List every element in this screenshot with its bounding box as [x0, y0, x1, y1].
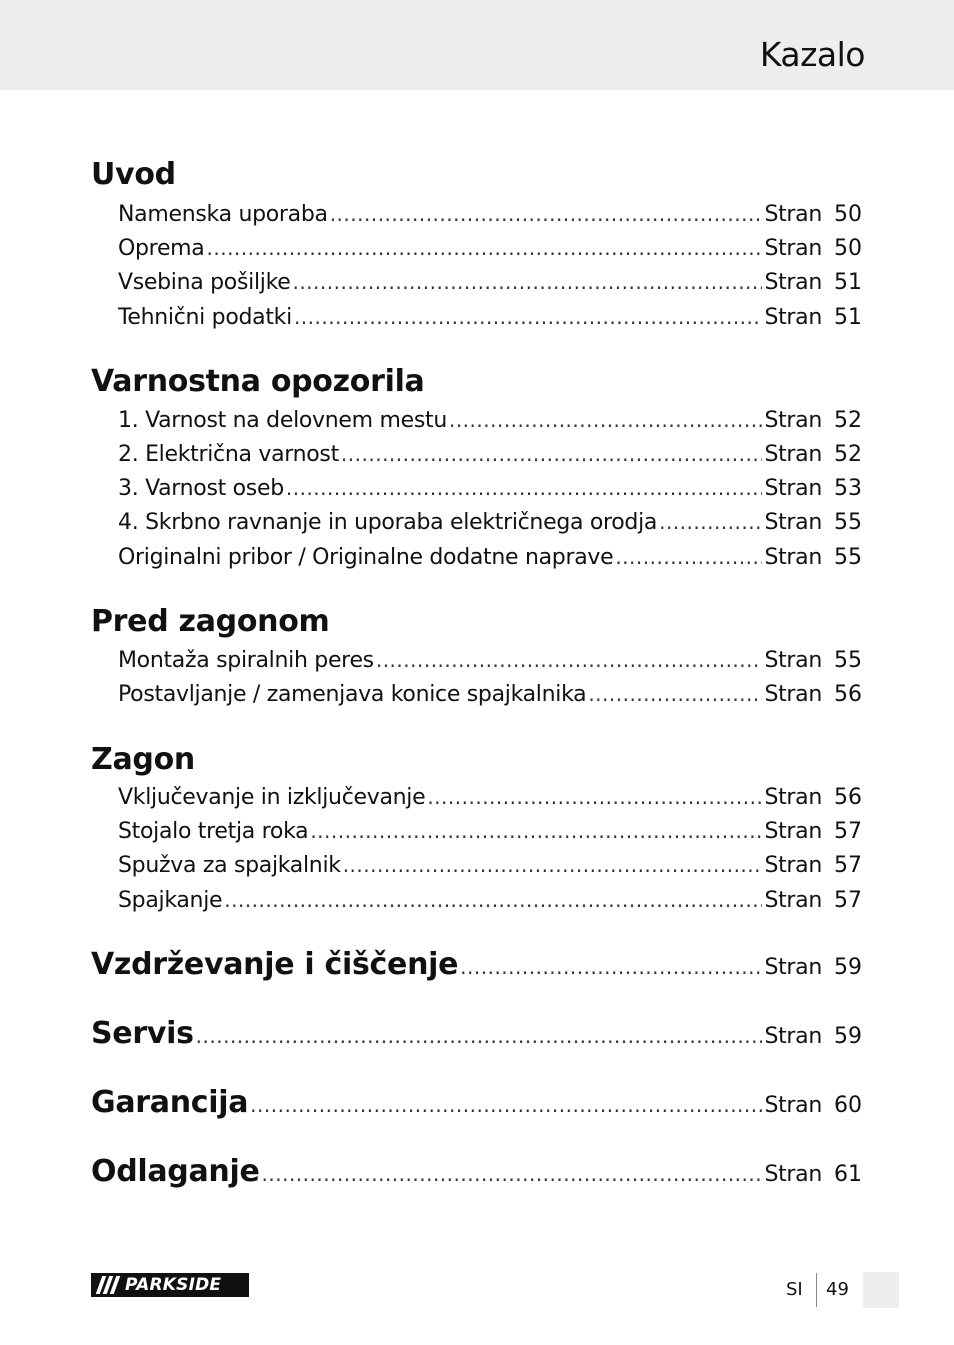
toc-entry-page-prefix: Stran	[764, 1093, 822, 1118]
toc-entry-page-prefix: Stran	[764, 1162, 822, 1187]
toc-entry-page-prefix: Stran	[764, 270, 822, 295]
toc-entry-page: 53	[834, 476, 862, 501]
dot-leader	[615, 542, 762, 573]
toc-entry-label: Montaža spiralnih peres	[118, 648, 374, 673]
toc-main-entry[interactable]	[91, 945, 862, 985]
dot-leader	[330, 199, 763, 230]
toc-entry-label: 2. Električna varnost	[118, 442, 339, 467]
toc-entry[interactable]	[118, 816, 862, 846]
toc-entry-page: 55	[834, 648, 862, 673]
toc-entry-label: Vključevanje in izključevanje	[118, 785, 426, 810]
toc-entry[interactable]	[118, 199, 862, 229]
language-code: SI	[786, 1279, 803, 1300]
toc-entry-label: Spužva za spajkalnik	[118, 853, 341, 878]
toc-entry[interactable]	[118, 473, 862, 503]
toc-entry[interactable]	[118, 507, 862, 537]
toc-entry-page-prefix: Stran	[764, 305, 822, 330]
section-title-pred-zagonom: Pred zagonom	[91, 604, 330, 639]
toc-entry-page-prefix: Stran	[764, 648, 822, 673]
toc-entry-label: Spajkanje	[118, 888, 223, 913]
toc-entry[interactable]	[118, 233, 862, 263]
toc-entry-page: 51	[834, 305, 862, 330]
toc-entry-page-prefix: Stran	[764, 853, 822, 878]
footer-tab-box	[863, 1272, 899, 1308]
toc-entry-label: Vsebina pošiljke	[118, 270, 291, 295]
toc-main-entry-label: Servis	[91, 1016, 194, 1051]
toc-entry-page: 59	[834, 955, 862, 980]
section-title-varnostna-opozorila: Varnostna opozorila	[91, 364, 425, 399]
toc-entry[interactable]	[118, 850, 862, 880]
toc-main-entry[interactable]	[91, 1014, 862, 1054]
toc-entry-label: 3. Varnost oseb	[118, 476, 284, 501]
toc-entry-page-prefix: Stran	[764, 476, 822, 501]
dot-leader	[343, 850, 763, 881]
toc-entry-page: 50	[834, 202, 862, 227]
toc-entry-page: 51	[834, 270, 862, 295]
brand-name: PARKSIDE	[125, 1275, 222, 1295]
toc-entry[interactable]	[118, 302, 862, 332]
toc-entry-page: 60	[834, 1093, 862, 1118]
toc-entry-page-prefix: Stran	[764, 819, 822, 844]
toc-entry-page: 52	[834, 442, 862, 467]
dot-leader	[588, 679, 762, 710]
toc-entry-label: Namenska uporaba	[118, 202, 328, 227]
toc-entry-page-prefix: Stran	[764, 236, 822, 261]
dot-leader	[196, 1016, 763, 1057]
toc-entry-page: 55	[834, 545, 862, 570]
footer-divider	[816, 1273, 817, 1307]
toc-entry-page-prefix: Stran	[764, 888, 822, 913]
toc-entry-page: 61	[834, 1162, 862, 1187]
toc-entry[interactable]	[118, 885, 862, 915]
toc-entry-page-prefix: Stran	[764, 545, 822, 570]
toc-entry-page: 57	[834, 888, 862, 913]
dot-leader	[286, 473, 763, 504]
dot-leader	[460, 947, 762, 988]
toc-entry-page: 56	[834, 785, 862, 810]
toc-entry[interactable]	[118, 405, 862, 435]
toc-main-entry[interactable]	[91, 1083, 862, 1123]
toc-entry-page-prefix: Stran	[764, 785, 822, 810]
dot-leader	[341, 439, 763, 470]
toc-entry[interactable]	[118, 542, 862, 572]
toc-entry-page: 55	[834, 510, 862, 535]
dot-leader	[262, 1154, 763, 1195]
toc-entry-page-prefix: Stran	[764, 510, 822, 535]
toc-main-entry-label: Garancija	[91, 1085, 249, 1120]
toc-entry-label: 4. Skrbno ravnanje in uporaba električnega orodja	[118, 510, 658, 535]
toc-entry-page: 57	[834, 819, 862, 844]
toc-entry-page-prefix: Stran	[764, 442, 822, 467]
section-title-zagon: Zagon	[91, 742, 195, 777]
toc-entry-label: Postavljanje / zamenjava konice spajkalnika	[118, 682, 587, 707]
parkside-logo	[91, 1273, 249, 1297]
dot-leader	[294, 302, 763, 333]
dot-leader	[207, 233, 763, 264]
toc-entry[interactable]	[118, 267, 862, 297]
page-title: Kazalo	[759, 35, 865, 74]
toc-entry-page: 56	[834, 682, 862, 707]
toc-entry-page: 52	[834, 408, 862, 433]
dot-leader	[427, 782, 762, 813]
dot-leader	[376, 645, 763, 676]
toc-entry-page: 59	[834, 1024, 862, 1049]
toc-main-entry[interactable]	[91, 1152, 862, 1192]
logo-stripes-icon	[95, 1273, 125, 1297]
toc-entry-page-prefix: Stran	[764, 955, 822, 980]
toc-entry-label: Originalni pribor / Originalne dodatne naprave	[118, 545, 614, 570]
toc-entry-label: Stojalo tretja roka	[118, 819, 309, 844]
toc-entry-page-prefix: Stran	[764, 682, 822, 707]
toc-entry-label: Oprema	[118, 236, 205, 261]
toc-entry-page: 50	[834, 236, 862, 261]
toc-entry-label: 1. Varnost na delovnem mestu	[118, 408, 447, 433]
dot-leader	[250, 1085, 762, 1126]
toc-entry-page-prefix: Stran	[764, 202, 822, 227]
toc-entry[interactable]	[118, 645, 862, 675]
section-title-uvod: Uvod	[91, 157, 176, 192]
page-number: 49	[826, 1279, 849, 1300]
toc-entry[interactable]	[118, 439, 862, 469]
dot-leader	[224, 885, 762, 916]
toc-entry-page-prefix: Stran	[764, 1024, 822, 1049]
dot-leader	[449, 405, 762, 436]
toc-entry-label: Tehnični podatki	[118, 305, 292, 330]
dot-leader	[659, 507, 762, 538]
dot-leader	[292, 267, 762, 298]
toc-entry[interactable]	[118, 679, 862, 709]
toc-entry-page-prefix: Stran	[764, 408, 822, 433]
toc-entry[interactable]	[118, 782, 862, 812]
toc-main-entry-label: Odlaganje	[91, 1154, 260, 1189]
toc-entry-page: 57	[834, 853, 862, 878]
toc-main-entry-label: Vzdrževanje i čiščenje	[91, 947, 459, 982]
dot-leader	[310, 816, 762, 847]
